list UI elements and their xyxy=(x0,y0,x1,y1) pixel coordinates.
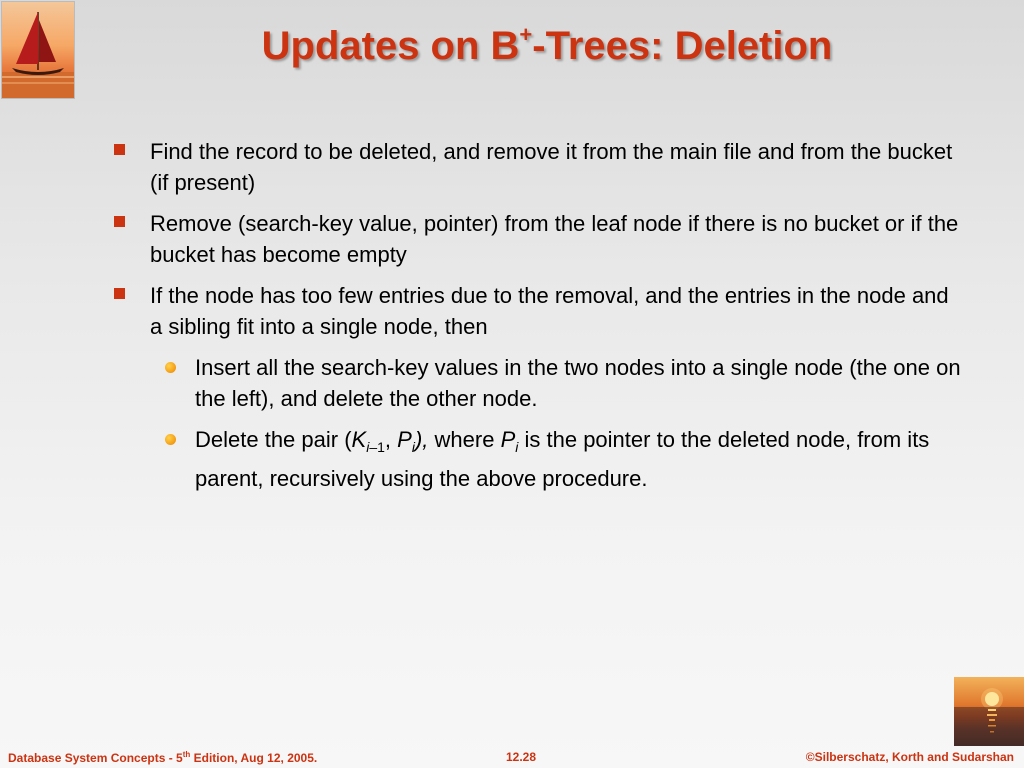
sub-bullet-text: Delete the pair ($K_{i-1}$, $P_i$), where $P_i$ is the pointer to the deleted node, from its parent, recursively using the above procedure. xyxy=(195,427,930,491)
bullet-item xyxy=(112,280,962,342)
square-bullet-icon xyxy=(114,216,125,227)
bullet-item xyxy=(112,208,962,270)
round-bullet-icon xyxy=(165,362,176,373)
slide-footer xyxy=(0,746,1024,768)
sub-bullet-text: Insert all the search-key values in the two nodes into a single node (the one on the left), and delete the other node. xyxy=(195,355,961,411)
sunset-image xyxy=(954,677,1024,746)
square-bullet-icon xyxy=(114,144,125,155)
footer-book-title: Database System Concepts - 5th Edition, Aug 12, 2005. xyxy=(8,750,318,765)
footer-copyright: ©Silberschatz, Korth and Sudarshan xyxy=(805,750,1014,764)
bullet-text: Remove (search-key value, pointer) from the leaf node if there is no bucket or if the bucket has become empty xyxy=(150,211,959,267)
round-bullet-icon xyxy=(165,434,176,445)
sub-bullet-item xyxy=(112,424,962,494)
bullet-text: If the node has too few entries due to the removal, and the entries in the node and a sibling fit into a single node, then xyxy=(150,283,949,339)
bullet-text: Find the record to be deleted, and remove it from the main file and from the bucket (if present) xyxy=(150,139,953,195)
square-bullet-icon xyxy=(114,288,125,299)
slide-title: Updates on B+-Trees: Deletion xyxy=(261,22,833,68)
slide-number: 12.28 xyxy=(506,750,537,764)
sub-bullet-item xyxy=(112,352,962,414)
slide-content xyxy=(112,136,962,504)
bullet-item xyxy=(112,136,962,198)
